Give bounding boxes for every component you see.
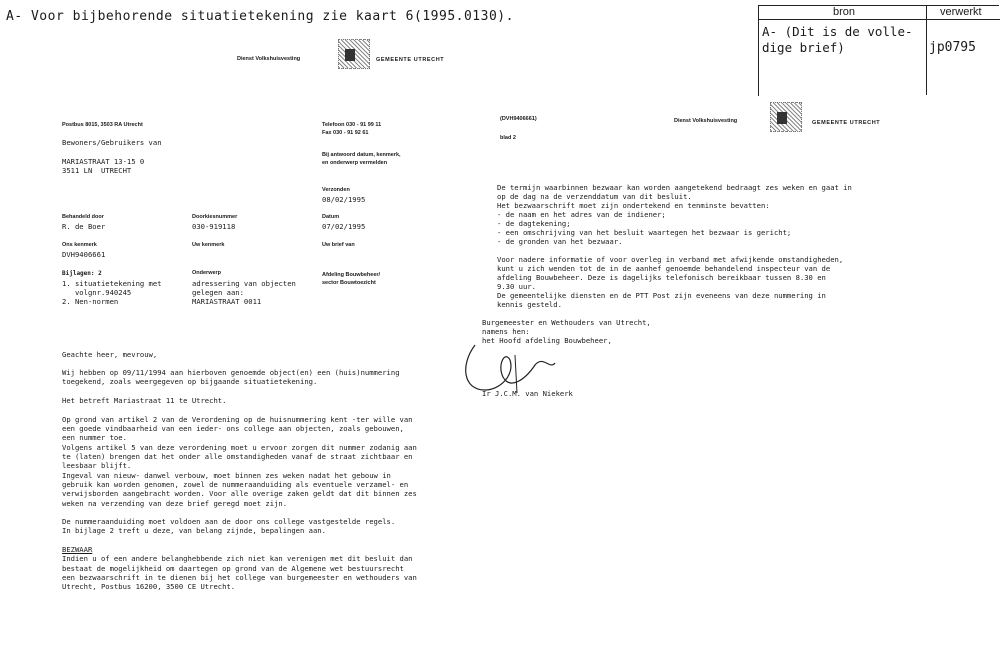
page2-blad: blad 2 xyxy=(500,135,516,141)
p3-line9: verwijsborden aangebracht worden. Voor alle overige zaken geldt dat dit binnen zes xyxy=(62,489,417,498)
page2-l6: - een omschrijving van het besluit waartegen het bezwaar is gericht; xyxy=(497,228,792,237)
p5-line3: een bezwaarschrift in te dienen bij het college van burgemeester en wethouders van xyxy=(62,573,417,582)
uw-kenmerk-label: Uw kenmerk xyxy=(192,242,225,248)
page2-m2: kunt u zich wenden tot de in de aanhef genoemde behandelend inspecteur van de xyxy=(497,264,831,273)
doorkies-label: Doorkiesnummer xyxy=(192,214,238,220)
page2-s1: Burgemeester en Wethouders van Utrecht, xyxy=(482,318,651,327)
page2-l7: - de gronden van het bezwaar. xyxy=(497,237,623,246)
page1-address: Postbus 8015, 3503 RA Utrecht xyxy=(62,122,143,128)
p1-line2: toegekend, zoals weergegeven op bijgaande situatietekening. xyxy=(62,377,318,386)
recipient-line1: Bewoners/Gebruikers van xyxy=(62,138,162,147)
salutation: Geachte heer, mevrouw, xyxy=(62,350,158,359)
page2-s2: namens hen: xyxy=(482,327,530,336)
page2-m3: afdeling Bouwbeheer. Deze is dagelijks telefonisch bereikbaar tussen 8.30 en xyxy=(497,273,826,282)
page1-fax: Fax 030 - 91 92 61 xyxy=(322,130,369,136)
onderwerp-line1: adressering van objecten xyxy=(192,279,296,288)
p3-line4: Volgens artikel 5 van deze verordening moet u ervoor zorgen dit nummer zodanig aan xyxy=(62,443,417,452)
page2-m4: 9.30 uur. xyxy=(497,282,536,291)
p2-line: Het betreft Mariastraat 11 te Utrecht. xyxy=(62,396,227,405)
ons-kenmerk-value: DVH9406661 xyxy=(62,250,106,259)
recipient-line3: 3511 LN UTRECHT xyxy=(62,166,132,175)
page2-signer: Ir J.C.M. van Niekerk xyxy=(482,389,573,398)
p3-line1: Op grond van artikel 2 van de Verordening op de huisnummering kent -ter wille van xyxy=(62,415,413,424)
p3-line7: Ingeval van nieuw- danwel verbouw, moet binnen zes weken nadat het gebouw in xyxy=(62,471,391,480)
stamp-note-line1: A- (Dit is de volle- xyxy=(762,24,913,39)
stamp-bron: bron xyxy=(833,6,856,18)
stamp-verwerkt: verwerkt xyxy=(940,6,982,18)
bezwaar-heading: BEZWAAR xyxy=(62,545,93,554)
datum-value: 07/02/1995 xyxy=(322,222,366,231)
p4-line1: De nummeraanduiding moet voldoen aan de door ons college vastgestelde regels. xyxy=(62,517,396,526)
page2-l1: De termijn waarbinnen bezwaar kan worden aangetekend bedraagt zes weken en gaat in xyxy=(497,183,852,192)
afdeling-line1: Afdeling Bouwbeheer/ xyxy=(322,272,381,278)
page2-m1: Voor nadere informatie of voor overleg in verband met afwijkende omstandigheden, xyxy=(497,255,844,264)
stamp-note-line2: dige brief) xyxy=(762,40,845,55)
onderwerp-line2: gelegen aan: xyxy=(192,288,244,297)
verzonden-label: Verzonden xyxy=(322,187,350,193)
p5-line4: Utrecht, Postbus 16200, 3500 CE Utrecht. xyxy=(62,582,236,591)
page2-l3: Het bezwaarschrift moet zijn ondertekend en tenminste bevatten: xyxy=(497,201,770,210)
page2-m6: kennis gesteld. xyxy=(497,300,562,309)
page2-l4: - de naam en het adres van de indiener; xyxy=(497,210,666,219)
reply-note-line2: en onderwerp vermelden xyxy=(322,160,388,166)
afdeling-line2: sector Bouwtoezicht xyxy=(322,280,376,286)
utrecht-logo-icon xyxy=(338,39,370,69)
top-note: A- Voor bijbehorende situatietekening zie kaart 6(1995.0130). xyxy=(6,9,514,24)
onderwerp-line3: MARIASTRAAT 0011 xyxy=(192,297,262,306)
utrecht-logo-icon xyxy=(770,102,802,132)
bijlagen-label: Bijlagen: 2 xyxy=(62,270,102,277)
page2-l2: op de dag na de verzenddatum van dit besluit. xyxy=(497,192,692,201)
p1-line1: Wij hebben op 09/11/1994 aan hierboven genoemde object(en) een (huis)nummering xyxy=(62,368,400,377)
bijlage-1b: volgnr.940245 xyxy=(62,288,132,297)
doorkies-value: 030-919118 xyxy=(192,222,236,231)
datum-label: Datum xyxy=(322,214,340,220)
recipient-line2: MARIASTRAAT 13-15 0 xyxy=(62,157,145,166)
page1-city: GEMEENTE UTRECHT xyxy=(376,57,445,63)
page2-city: GEMEENTE UTRECHT xyxy=(812,120,881,126)
bijlage-1a: 1. situatietekening met xyxy=(62,279,162,288)
behandeld-label: Behandeld door xyxy=(62,214,104,220)
uw-brief-label: Uw brief van xyxy=(322,242,355,248)
p5-line1: Indien u of een andere belanghebbende zich niet kan verenigen met dit besluit dan xyxy=(62,554,413,563)
p3-line6: leesbaar blijft. xyxy=(62,461,132,470)
page1-telefoon: Telefoon 030 - 91 99 11 xyxy=(322,122,382,128)
ons-kenmerk-label: Ons kenmerk xyxy=(62,242,97,248)
stamp-code: jp0795 xyxy=(929,40,976,55)
p3-line5: te (laten) brengen dat het onder alle omstandigheden vanaf de straat zichtbaar en xyxy=(62,452,413,461)
p3-line10: weken na verzending van deze brief geregd moet zijn. xyxy=(62,499,288,508)
page2-ref: (DVH9406661) xyxy=(500,116,537,122)
p3-line2: een goede vindbaarheid van een ieder- ons college aan objecten, zoals gebouwen, xyxy=(62,424,404,433)
behandeld-value: R. de Boer xyxy=(62,222,106,231)
page2-l5: - de dagtekening; xyxy=(497,219,571,228)
page1-org: Dienst Volkshuisvesting xyxy=(237,56,301,62)
p3-line3: een nummer toe. xyxy=(62,433,127,442)
bijlage-2: 2. Nen-normen xyxy=(62,297,119,306)
p5-line2: bestaat de mogelijkheid om daartegen op grond van de Algemene wet bestuursrecht xyxy=(62,564,404,573)
page2-s3: het Hoofd afdeling Bouwbeheer, xyxy=(482,336,612,345)
verzonden-value: 08/02/1995 xyxy=(322,195,366,204)
p3-line8: gebruik kan worden genomen, zowel de nummeraanduiding als eventuele verzamel- en xyxy=(62,480,409,489)
page2-org: Dienst Volkshuisvesting xyxy=(674,118,738,124)
p4-line2: In bijlage 2 treft u deze, van belang zijnde, bepalingen aan. xyxy=(62,526,326,535)
page2-m5: De gemeentelijke diensten en de PTT Post zijn eveneens van deze nummering in xyxy=(497,291,826,300)
onderwerp-label: Onderwerp xyxy=(192,270,222,276)
reply-note-line1: Bij antwoord datum, kenmerk, xyxy=(322,152,401,158)
